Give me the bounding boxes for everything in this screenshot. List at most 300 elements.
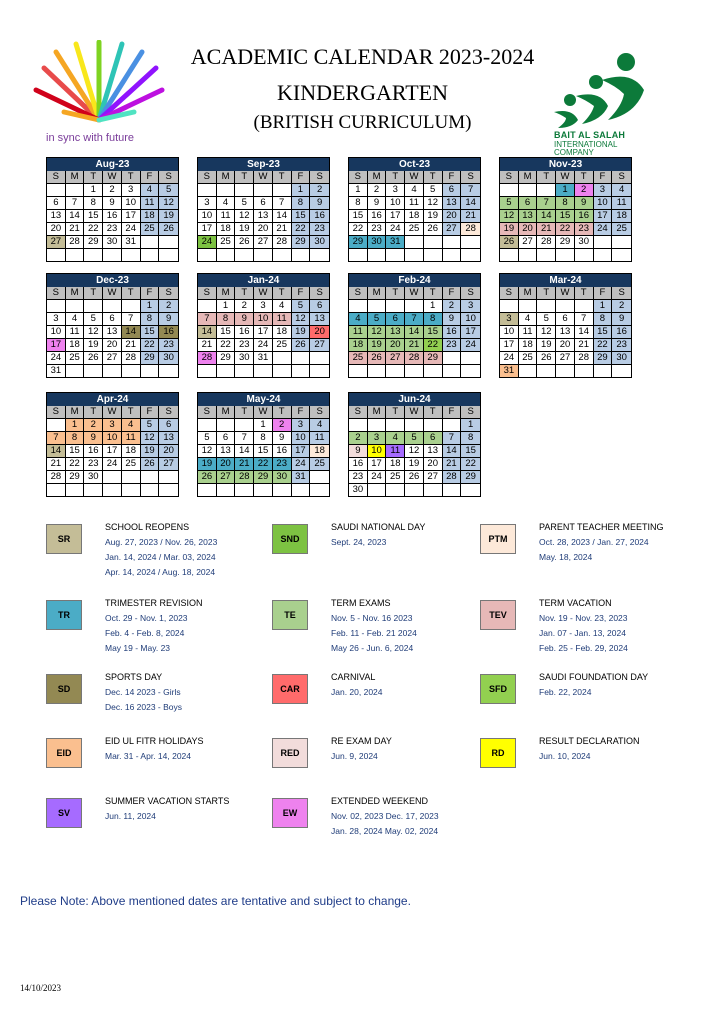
day-cell: 7 [443, 432, 462, 445]
legend-date: Sept. 24, 2023 [331, 537, 387, 547]
weekday-header: M [368, 287, 387, 300]
day-cell: 2 [612, 300, 631, 313]
day-cell: 28 [443, 471, 462, 484]
day-cell: 18 [66, 339, 85, 352]
day-cell: 13 [159, 432, 178, 445]
day-cell: 29 [217, 352, 236, 365]
day-cell: 3 [386, 184, 405, 197]
day-cell: 6 [103, 313, 122, 326]
day-cell: 10 [47, 326, 66, 339]
day-cell: 26 [235, 236, 254, 249]
day-cell: 27 [103, 352, 122, 365]
empty-cell [368, 249, 387, 261]
day-cell: 13 [424, 445, 443, 458]
day-cell: 25 [273, 339, 292, 352]
day-cell: 27 [519, 236, 538, 249]
day-cell: 18 [405, 210, 424, 223]
day-cell: 10 [254, 313, 273, 326]
empty-cell [159, 365, 178, 377]
legend-title: EID UL FITR HOLIDAYS [105, 736, 204, 746]
empty-cell [405, 419, 424, 432]
weekday-header: F [141, 287, 160, 300]
day-cell: 26 [84, 352, 103, 365]
legend-date: Jan. 14, 2024 / Mar. 03, 2024 [105, 552, 216, 562]
weekday-header: W [556, 171, 575, 184]
month-sep-23 [197, 157, 330, 262]
day-cell: 3 [198, 197, 217, 210]
day-cell: 28 [273, 236, 292, 249]
day-cell: 11 [122, 432, 141, 445]
weekday-header: F [443, 406, 462, 419]
day-cell: 2 [310, 184, 329, 197]
day-cell: 24 [368, 471, 387, 484]
day-cell: 22 [292, 223, 311, 236]
weekday-header: S [159, 406, 178, 419]
day-cell: 14 [443, 445, 462, 458]
empty-cell [292, 365, 311, 377]
legend-swatch-sfd: SFD [480, 674, 516, 704]
empty-cell [461, 352, 480, 365]
day-cell: 24 [254, 339, 273, 352]
day-cell: 29 [424, 352, 443, 365]
day-cell: 2 [159, 300, 178, 313]
day-cell: 18 [273, 326, 292, 339]
day-cell: 26 [292, 339, 311, 352]
day-cell: 23 [310, 223, 329, 236]
empty-cell [386, 419, 405, 432]
logo-tagline: in sync with future [46, 132, 135, 144]
day-cell: 24 [594, 223, 613, 236]
empty-cell [612, 365, 631, 377]
empty-cell [386, 484, 405, 496]
day-cell: 12 [537, 326, 556, 339]
day-cell: 19 [368, 339, 387, 352]
day-cell: 30 [235, 352, 254, 365]
empty-cell [103, 365, 122, 377]
day-cell: 15 [349, 210, 368, 223]
day-cell: 29 [84, 236, 103, 249]
weekday-header: F [292, 287, 311, 300]
day-cell: 25 [122, 458, 141, 471]
legend-title: TERM VACATION [539, 598, 612, 608]
day-cell: 8 [461, 432, 480, 445]
day-cell: 9 [84, 432, 103, 445]
day-cell: 26 [159, 223, 178, 236]
weekday-header: T [424, 406, 443, 419]
day-cell: 24 [47, 352, 66, 365]
day-cell: 1 [349, 184, 368, 197]
day-cell: 25 [386, 471, 405, 484]
empty-cell [159, 484, 178, 496]
weekday-header: S [500, 171, 519, 184]
day-cell: 14 [537, 210, 556, 223]
day-cell: 11 [66, 326, 85, 339]
day-cell: 2 [273, 419, 292, 432]
month-jun-24 [348, 392, 481, 497]
disclaimer-note: Please Note: Above mentioned dates are tentative and subject to change. [20, 894, 411, 908]
day-cell: 19 [424, 210, 443, 223]
day-cell: 15 [254, 445, 273, 458]
day-cell: 22 [424, 339, 443, 352]
month-days-grid [198, 406, 329, 496]
empty-cell [556, 365, 575, 377]
day-cell: 6 [159, 419, 178, 432]
legend-date: May 19 - May. 23 [105, 643, 171, 653]
day-cell: 30 [103, 236, 122, 249]
day-cell: 5 [537, 313, 556, 326]
day-cell: 24 [500, 352, 519, 365]
day-cell: 28 [122, 352, 141, 365]
empty-cell [141, 249, 160, 261]
day-cell: 29 [292, 236, 311, 249]
empty-cell [292, 352, 311, 365]
day-cell: 2 [103, 184, 122, 197]
legend-title: SPORTS DAY [105, 672, 163, 682]
day-cell: 22 [141, 339, 160, 352]
weekday-header: T [122, 406, 141, 419]
legend-date: Feb. 25 - Feb. 29, 2024 [539, 643, 628, 653]
day-cell: 7 [461, 184, 480, 197]
weekday-header: T [84, 171, 103, 184]
weekday-header: S [47, 406, 66, 419]
day-cell: 24 [461, 339, 480, 352]
day-cell: 4 [519, 313, 538, 326]
company-name-line2: INTERNATIONAL [554, 140, 618, 149]
page-title: ACADEMIC CALENDAR 2023-2024 [190, 44, 535, 69]
day-cell: 15 [141, 326, 160, 339]
day-cell: 19 [500, 223, 519, 236]
empty-cell [405, 236, 424, 249]
legend-date: Feb. 22, 2024 [539, 687, 592, 697]
day-cell: 10 [500, 326, 519, 339]
day-cell: 4 [310, 419, 329, 432]
day-cell: 26 [424, 223, 443, 236]
day-cell: 27 [217, 471, 236, 484]
empty-cell [103, 249, 122, 261]
day-cell: 2 [235, 300, 254, 313]
day-cell: 28 [66, 236, 85, 249]
empty-cell [310, 352, 329, 365]
weekday-header: S [500, 287, 519, 300]
legend-title: SUMMER VACATION STARTS [105, 796, 230, 806]
day-cell: 27 [386, 352, 405, 365]
day-cell: 12 [198, 445, 217, 458]
empty-cell [594, 365, 613, 377]
empty-cell [235, 184, 254, 197]
day-cell: 8 [349, 197, 368, 210]
day-cell: 13 [443, 197, 462, 210]
weekday-header: W [556, 287, 575, 300]
month-days-grid [500, 287, 631, 377]
day-cell: 12 [235, 210, 254, 223]
weekday-header: T [386, 406, 405, 419]
day-cell: 25 [66, 352, 85, 365]
empty-cell [47, 249, 66, 261]
day-cell: 1 [66, 419, 85, 432]
empty-cell [349, 300, 368, 313]
empty-cell [310, 365, 329, 377]
empty-cell [556, 249, 575, 261]
empty-cell [310, 249, 329, 261]
empty-cell [122, 365, 141, 377]
day-cell: 19 [405, 458, 424, 471]
weekday-header: S [47, 171, 66, 184]
legend-title: SCHOOL REOPENS [105, 522, 190, 532]
weekday-header: S [198, 406, 217, 419]
day-cell: 3 [594, 184, 613, 197]
empty-cell [122, 484, 141, 496]
weekday-header: T [386, 287, 405, 300]
month-days-grid [198, 171, 329, 261]
document-date: 14/10/2023 [20, 983, 62, 993]
day-cell: 16 [159, 326, 178, 339]
empty-cell [575, 249, 594, 261]
day-cell: 7 [575, 313, 594, 326]
month-title: Jan-24 [198, 274, 329, 287]
day-cell: 25 [405, 223, 424, 236]
empty-cell [198, 365, 217, 377]
month-title: Nov-23 [500, 158, 631, 171]
day-cell: 17 [103, 445, 122, 458]
day-cell: 2 [443, 300, 462, 313]
day-cell: 1 [254, 419, 273, 432]
day-cell: 9 [368, 197, 387, 210]
empty-cell [443, 236, 462, 249]
day-cell: 10 [198, 210, 217, 223]
weekday-header: T [575, 287, 594, 300]
day-cell: 9 [310, 197, 329, 210]
day-cell: 8 [141, 313, 160, 326]
day-cell: 9 [575, 197, 594, 210]
day-cell: 12 [424, 197, 443, 210]
day-cell: 28 [405, 352, 424, 365]
empty-cell [159, 471, 178, 484]
weekday-header: S [349, 171, 368, 184]
day-cell: 26 [368, 352, 387, 365]
legend-date: Feb. 11 - Feb. 21 2024 [331, 628, 417, 638]
month-days-grid [198, 287, 329, 377]
empty-cell [519, 184, 538, 197]
empty-cell [368, 419, 387, 432]
legend-date: May. 18, 2024 [539, 552, 593, 562]
day-cell: 5 [292, 300, 311, 313]
day-cell: 23 [349, 471, 368, 484]
month-days-grid [349, 406, 480, 496]
day-cell: 29 [461, 471, 480, 484]
empty-cell [84, 365, 103, 377]
day-cell: 23 [575, 223, 594, 236]
day-cell: 21 [66, 223, 85, 236]
day-cell: 27 [47, 236, 66, 249]
day-cell: 7 [405, 313, 424, 326]
empty-cell [386, 300, 405, 313]
legend-title: PARENT TEACHER MEETING [539, 522, 664, 532]
day-cell: 16 [84, 445, 103, 458]
legend-date: May 26 - Jun. 6, 2024 [331, 643, 414, 653]
empty-cell [386, 249, 405, 261]
empty-cell [537, 184, 556, 197]
day-cell: 5 [405, 432, 424, 445]
empty-cell [217, 184, 236, 197]
day-cell: 16 [103, 210, 122, 223]
day-cell: 22 [594, 339, 613, 352]
day-cell: 12 [405, 445, 424, 458]
day-cell: 17 [500, 339, 519, 352]
day-cell: 7 [537, 197, 556, 210]
day-cell: 27 [556, 352, 575, 365]
day-cell: 8 [254, 432, 273, 445]
empty-cell [349, 365, 368, 377]
legend-date: Nov. 02, 2023 Dec. 17, 2023 [331, 811, 439, 821]
day-cell: 9 [443, 313, 462, 326]
day-cell: 4 [141, 184, 160, 197]
day-cell: 12 [368, 326, 387, 339]
day-cell: 19 [235, 223, 254, 236]
day-cell: 11 [405, 197, 424, 210]
day-cell: 20 [254, 223, 273, 236]
day-cell: 19 [141, 445, 160, 458]
day-cell: 23 [368, 223, 387, 236]
day-cell: 7 [66, 197, 85, 210]
day-cell: 28 [461, 223, 480, 236]
weekday-header: W [405, 406, 424, 419]
empty-cell [198, 484, 217, 496]
legend-title: RE EXAM DAY [331, 736, 392, 746]
empty-cell [122, 300, 141, 313]
empty-cell [141, 484, 160, 496]
day-cell: 2 [368, 184, 387, 197]
day-cell: 18 [217, 223, 236, 236]
day-cell: 17 [122, 210, 141, 223]
empty-cell [141, 365, 160, 377]
empty-cell [292, 249, 311, 261]
day-cell: 13 [519, 210, 538, 223]
day-cell: 1 [461, 419, 480, 432]
day-cell: 17 [254, 326, 273, 339]
day-cell: 29 [594, 352, 613, 365]
day-cell: 15 [594, 326, 613, 339]
day-cell: 27 [159, 458, 178, 471]
day-cell: 27 [254, 236, 273, 249]
weekday-header: S [159, 287, 178, 300]
day-cell: 30 [159, 352, 178, 365]
day-cell: 21 [122, 339, 141, 352]
day-cell: 13 [47, 210, 66, 223]
day-cell: 17 [47, 339, 66, 352]
day-cell: 5 [84, 313, 103, 326]
month-title: Apr-24 [47, 393, 178, 406]
empty-cell [47, 419, 66, 432]
legend-date: Dec. 16 2023 - Boys [105, 702, 183, 712]
weekday-header: F [292, 171, 311, 184]
day-cell: 9 [159, 313, 178, 326]
day-cell: 8 [84, 197, 103, 210]
empty-cell [537, 365, 556, 377]
weekday-header: M [368, 171, 387, 184]
empty-cell [103, 471, 122, 484]
legend-title: CARNIVAL [331, 672, 376, 682]
day-cell: 9 [273, 432, 292, 445]
day-cell: 13 [386, 326, 405, 339]
weekday-header: W [103, 171, 122, 184]
day-cell: 18 [310, 445, 329, 458]
company-name-line3: COMPANY [554, 148, 594, 157]
day-cell: 6 [519, 197, 538, 210]
day-cell: 3 [47, 313, 66, 326]
month-title: Jun-24 [349, 393, 480, 406]
empty-cell [217, 365, 236, 377]
day-cell: 11 [310, 432, 329, 445]
empty-cell [443, 365, 462, 377]
day-cell: 21 [235, 458, 254, 471]
day-cell: 27 [310, 339, 329, 352]
empty-cell [84, 484, 103, 496]
day-cell: 16 [310, 210, 329, 223]
day-cell: 21 [273, 223, 292, 236]
day-cell: 7 [235, 432, 254, 445]
day-cell: 22 [84, 223, 103, 236]
weekday-header: F [141, 171, 160, 184]
weekday-header: T [273, 171, 292, 184]
empty-cell [405, 365, 424, 377]
day-cell: 20 [556, 339, 575, 352]
weekday-header: S [612, 287, 631, 300]
empty-cell [594, 249, 613, 261]
month-title: Feb-24 [349, 274, 480, 287]
legend-date: Jun. 9, 2024 [331, 751, 378, 761]
day-cell: 12 [500, 210, 519, 223]
empty-cell [66, 300, 85, 313]
day-cell: 20 [424, 458, 443, 471]
day-cell: 12 [292, 313, 311, 326]
day-cell: 23 [235, 339, 254, 352]
day-cell: 1 [84, 184, 103, 197]
day-cell: 8 [424, 313, 443, 326]
day-cell: 15 [217, 326, 236, 339]
day-cell: 8 [217, 313, 236, 326]
weekday-header: M [66, 406, 85, 419]
weekday-header: M [66, 171, 85, 184]
day-cell: 16 [575, 210, 594, 223]
day-cell: 25 [310, 458, 329, 471]
day-cell: 23 [612, 339, 631, 352]
day-cell: 27 [424, 471, 443, 484]
legend-date: Feb. 4 - Feb. 8, 2024 [105, 628, 185, 638]
empty-cell [461, 249, 480, 261]
day-cell: 23 [159, 339, 178, 352]
day-cell: 18 [519, 339, 538, 352]
legend-swatch-red: RED [272, 738, 308, 768]
empty-cell [424, 365, 443, 377]
day-cell: 10 [461, 313, 480, 326]
day-cell: 29 [141, 352, 160, 365]
empty-cell [66, 184, 85, 197]
day-cell: 17 [386, 210, 405, 223]
day-cell: 16 [273, 445, 292, 458]
day-cell: 4 [349, 313, 368, 326]
day-cell: 25 [519, 352, 538, 365]
day-cell: 14 [66, 210, 85, 223]
empty-cell [461, 484, 480, 496]
page-subtitle: KINDERGARTEN [277, 80, 448, 105]
legend-swatch-ew: EW [272, 798, 308, 828]
empty-cell [122, 471, 141, 484]
running-figures-icon [552, 50, 652, 128]
day-cell: 12 [84, 326, 103, 339]
weekday-header: S [461, 171, 480, 184]
day-cell: 21 [405, 339, 424, 352]
month-days-grid [349, 171, 480, 261]
